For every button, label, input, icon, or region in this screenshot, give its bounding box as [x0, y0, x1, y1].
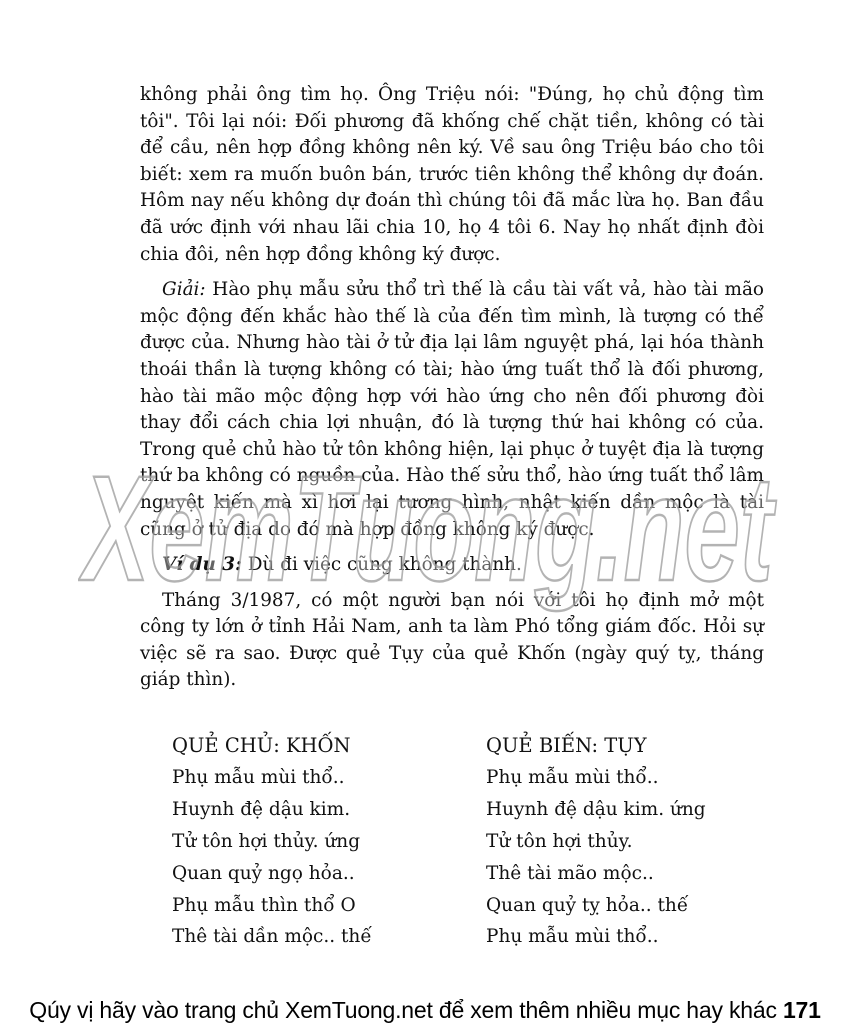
changed-line-6: Phụ mẫu mùi thổ.. [486, 926, 659, 948]
footer-text: Qúy vị hãy vào trang chủ XemTuong.net để xem thêm nhiều mục hay khác [29, 997, 777, 1023]
page-number: 171 [782, 997, 821, 1023]
changed-hexagram-title: QUẺ BIẾN: TỤY [486, 733, 647, 757]
paragraph-3 [140, 552, 764, 579]
hexagram-header-row [172, 728, 732, 762]
body-text [140, 82, 764, 703]
main-line-6: Thê tài dần mộc.. thế [172, 926, 372, 948]
paragraph-4-text: Tháng 3/1987, có một người bạn nói với tôi họ định mở một công ty lớn ở tỉnh Hải Nam, anh ta làm Phó tổng giám đốc. Hỏi sự việc sẽ ra sao. Được quẻ Tụy của quẻ Khốn (ngày quý tỵ, tháng giáp thìn). [140, 589, 764, 691]
table-row [172, 857, 732, 889]
changed-line-5: Quan quỷ tỵ hỏa.. thế [486, 894, 689, 916]
footer-banner [0, 988, 850, 1033]
changed-line-2: Huynh đệ dậu kim. ứng [486, 799, 706, 821]
paragraph-4 [140, 588, 764, 694]
table-row [172, 762, 732, 794]
main-line-4: Quan quỷ ngọ hỏa.. [172, 862, 355, 884]
example-heading: Ví dụ 3: [162, 554, 242, 576]
table-row [172, 794, 732, 826]
paragraph-2-lead: Giải: [162, 279, 206, 301]
changed-line-1: Phụ mẫu mùi thổ.. [486, 767, 659, 789]
changed-line-4: Thê tài mão mộc.. [486, 862, 654, 884]
hexagram-table [172, 728, 732, 953]
paragraph-2 [140, 277, 764, 543]
main-line-1: Phụ mẫu mùi thổ.. [172, 767, 345, 789]
paragraph-1 [140, 82, 764, 268]
paragraph-3-text: Dù đi việc cũng không thành. [247, 554, 522, 576]
paragraph-1-text: không phải ông tìm họ. Ông Triệu nói: "Đúng, họ chủ động tìm tôi". Tôi lại nói: Đối phương đã khống chế chặt tiền, không có tài để cầu, nên hợp đồng không nên ký. Về sau ông Triệu báo cho tôi biết: xem ra muốn buôn bán, trước tiên không thể không dự đoán. Hôm nay nếu không dự đoán thì chúng tôi đã mắc lừa họ. Ban đầu đã ước định với nhau lãi chia 10, họ 4 tôi 6. Nay họ nhất định đòi chia đôi, nên hợp đồng không ký được. [140, 84, 764, 265]
watermark-text: XemTuong.net [78, 444, 778, 612]
table-row [172, 889, 732, 921]
main-line-3: Tử tôn hợi thủy. ứng [172, 830, 361, 852]
main-line-2: Huynh đệ dậu kim. [172, 799, 351, 821]
table-row [172, 921, 732, 953]
main-hexagram-title: QUẺ CHỦ: KHỐN [172, 733, 351, 757]
main-line-5: Phụ mẫu thìn thổ O [172, 894, 356, 916]
changed-line-3: Tử tôn hợi thủy. [486, 830, 633, 852]
paragraph-2-text: Hào phụ mẫu sửu thổ trì thế là cầu tài vất vả, hào tài mão mộc động đến khắc hào thế là của đến tìm mình, là tượng có thể được của. Nhưng hào tài ở tử địa lại lâm nguyệt phá, lại hóa thành thoái thần là tượng không có tài; hào ứng tuất thổ là đối phương, hào tài mão mộc động hợp với hào ứng cho nên đối phương đòi thay đổi cách chia lợi nhuận, đó là tượng thứ hai không có của. Trong quẻ chủ hào tử tôn không hiện, lại phục ở tuyệt địa là tượng thứ ba không có nguồn của. Hào thế sửu thổ, hào ứng tuất thổ lâm nguyệt kiến mà xì hơi lại tương hình, nhật kiến dần mộc là tài cũng ở tử địa do đó mà hợp đồng không ký được. [140, 279, 764, 540]
table-row [172, 826, 732, 858]
